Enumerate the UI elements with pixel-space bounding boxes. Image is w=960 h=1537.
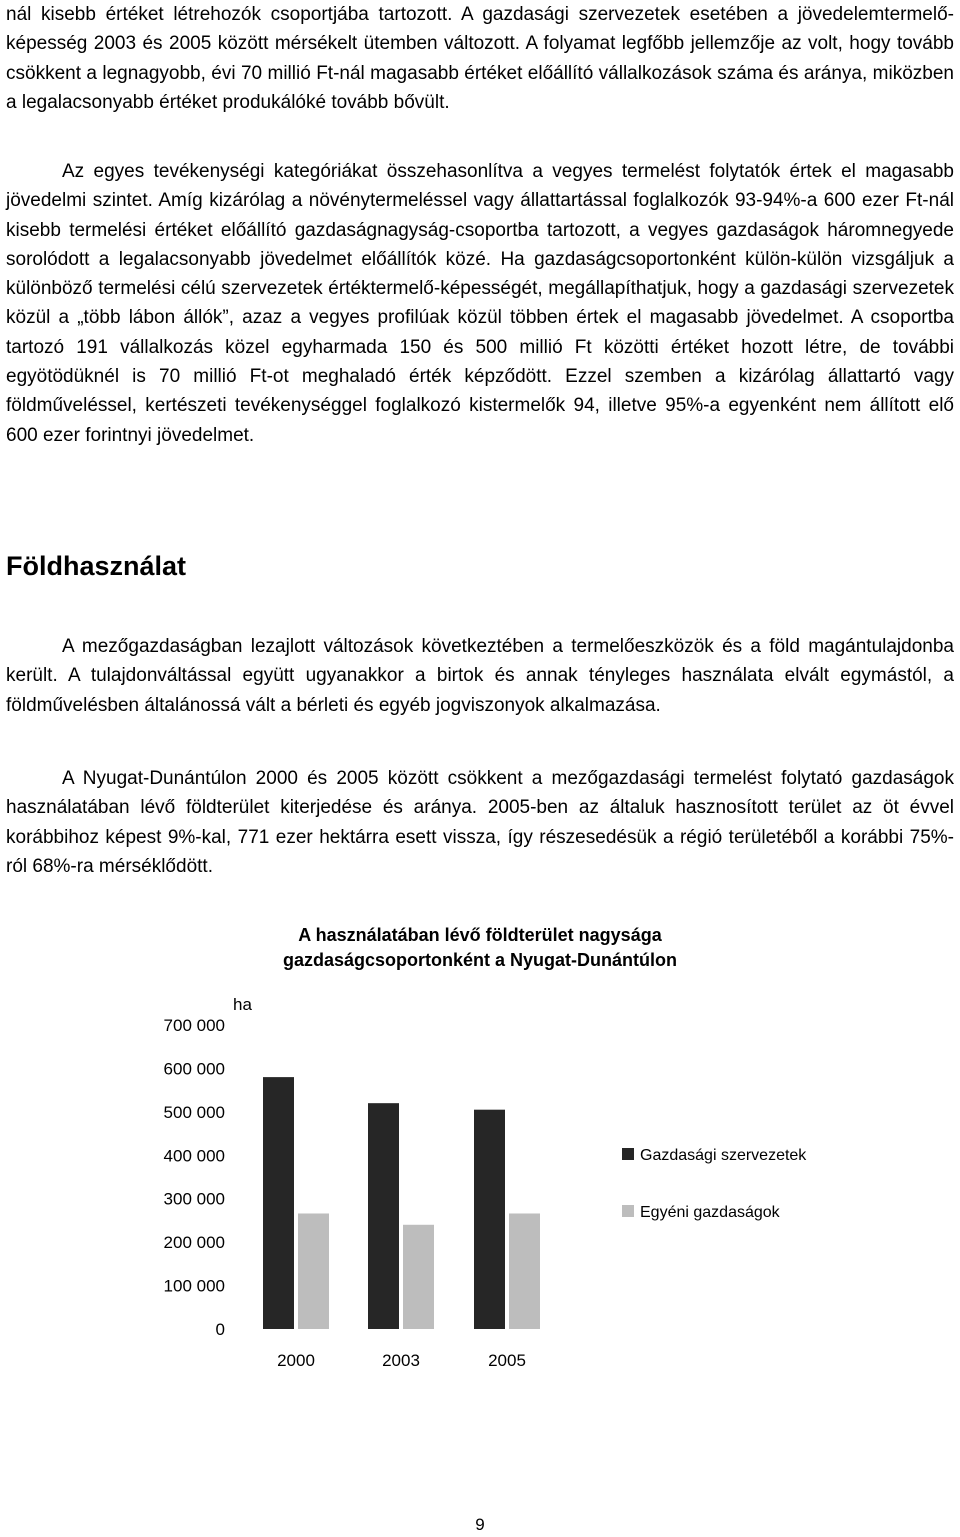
y-axis-tick-labels bbox=[164, 1016, 225, 1339]
bar-gazdasagi-szervezetek-2000 bbox=[263, 1077, 294, 1329]
bar-egyeni-gazdasagok-2003 bbox=[403, 1225, 434, 1329]
legend-label: Gazdasági szervezetek bbox=[640, 1147, 807, 1164]
body-paragraph: A Nyugat-Dunántúlon 2000 és 2005 között csökkent a mezőgazdasági termelést folytató gazdaságok használatában lévő földterület kiterjedése és aránya. 2005-ben az általuk hasznosított terület az öt évvel korábbihoz képest 9%-kal, 771 ezer hektárra esett vissza, így részesedésük a régió területéből a korábbi 75%-ról 68%-ra mérséklődött. bbox=[6, 768, 954, 877]
body-paragraph: nál kisebb értéket létrehozók csoportjába tartozott. A gazdasági szervezetek esetében a jövedelemtermelő-képesség 2003 és 2005 között mérsékelt ütemben változott. A folyamat legfőbb jellemzője az volt, hogy tovább csökkent a legnagyobb, évi 70 millió Ft-nál magasabb értéket előállító vállalkozások száma és aránya, miközben a legalacsonyabb értéket produkálóké tovább bővült. bbox=[6, 4, 954, 113]
chart-title bbox=[283, 925, 677, 970]
y-tick-label: 500 000 bbox=[163, 1102, 225, 1122]
y-tick-label: 400 000 bbox=[163, 1146, 225, 1166]
y-tick-label: 200 000 bbox=[163, 1233, 225, 1253]
chart-legend bbox=[622, 1147, 807, 1221]
section-heading: Földhasználat bbox=[6, 551, 187, 581]
bar-egyeni-gazdasagok-2005 bbox=[509, 1213, 540, 1329]
chart-title-line: gazdaságcsoportonként a Nyugat-Dunántúlon bbox=[282, 950, 678, 970]
bars bbox=[263, 1077, 540, 1329]
bar-gazdasagi-szervezetek-2005 bbox=[474, 1110, 505, 1329]
page-number: 9 bbox=[475, 1515, 485, 1534]
body-paragraph: A mezőgazdaságban lezajlott változások következtében a termelőeszközök és a föld magántulajdonba került. A tulajdonváltással együtt ugyanakkor a birtok és annak tényleges használata elvált egymástól, a földművelésben általánossá vált a bérleti és egyéb jogviszonyok alkalmazása. bbox=[6, 636, 954, 716]
x-tick-label: 2000 bbox=[277, 1351, 315, 1370]
bar-egyeni-gazdasagok-2000 bbox=[298, 1213, 329, 1329]
y-axis-unit-label: ha bbox=[233, 995, 252, 1014]
x-axis-tick-labels bbox=[277, 1351, 526, 1370]
legend-swatch bbox=[622, 1205, 634, 1217]
chart-title-line: A használatában lévő földterület nagysága bbox=[298, 925, 662, 945]
y-tick-label: 100 000 bbox=[163, 1276, 225, 1296]
x-tick-label: 2003 bbox=[382, 1351, 420, 1370]
y-tick-label: 300 000 bbox=[163, 1189, 225, 1209]
body-paragraph: Az egyes tevékenységi kategóriákat összehasonlítva a vegyes termelést folytatók értek el magasabb jövedelmi szintet. Amíg kizárólag a növénytermeléssel vagy állattartással foglalkozók 93-94%-a 600 ezer Ft-nál kisebb termelési értéket előállító gazdaságnagyság-csoportba tartozott, a vegyes gazdaságok háromnegyede sorolódott a legalacsonyabb jövedelmet előállítók közé. Ha gazdaságcsoportonként külön-külön vizsgáljuk a különböző termelési célú szervezetek értéktermelő-képességét, megállapíthatjuk, hogy a gazdasági szervezetek közül a „több lábon állók”, azaz a vegyes profilúak közül többen értek el magasabb jövedelmet. A csoportba tartozó 191 vállalkozás közel egyharmada 150 és 500 millió Ft közötti értéket hozott létre, de további egyötödüknél is 70 millió Ft-ot meghaladó érték képződött. Ezzel szemben a kizárólag állattartó vagy földműveléssel, kertészeti tevékenységgel foglalkozó kistermelők 94, illetve 95%-a egyenként nem állított elő 600 ezer forintnyi jövedelmet. bbox=[6, 161, 954, 446]
legend-label: Egyéni gazdaságok bbox=[640, 1204, 780, 1221]
y-tick-label: 0 bbox=[215, 1320, 225, 1339]
bar-gazdasagi-szervezetek-2003 bbox=[368, 1103, 399, 1329]
legend-swatch bbox=[622, 1148, 634, 1160]
x-tick-label: 2005 bbox=[488, 1351, 526, 1370]
y-tick-label: 600 000 bbox=[163, 1059, 225, 1079]
y-tick-label: 700 000 bbox=[163, 1016, 225, 1035]
